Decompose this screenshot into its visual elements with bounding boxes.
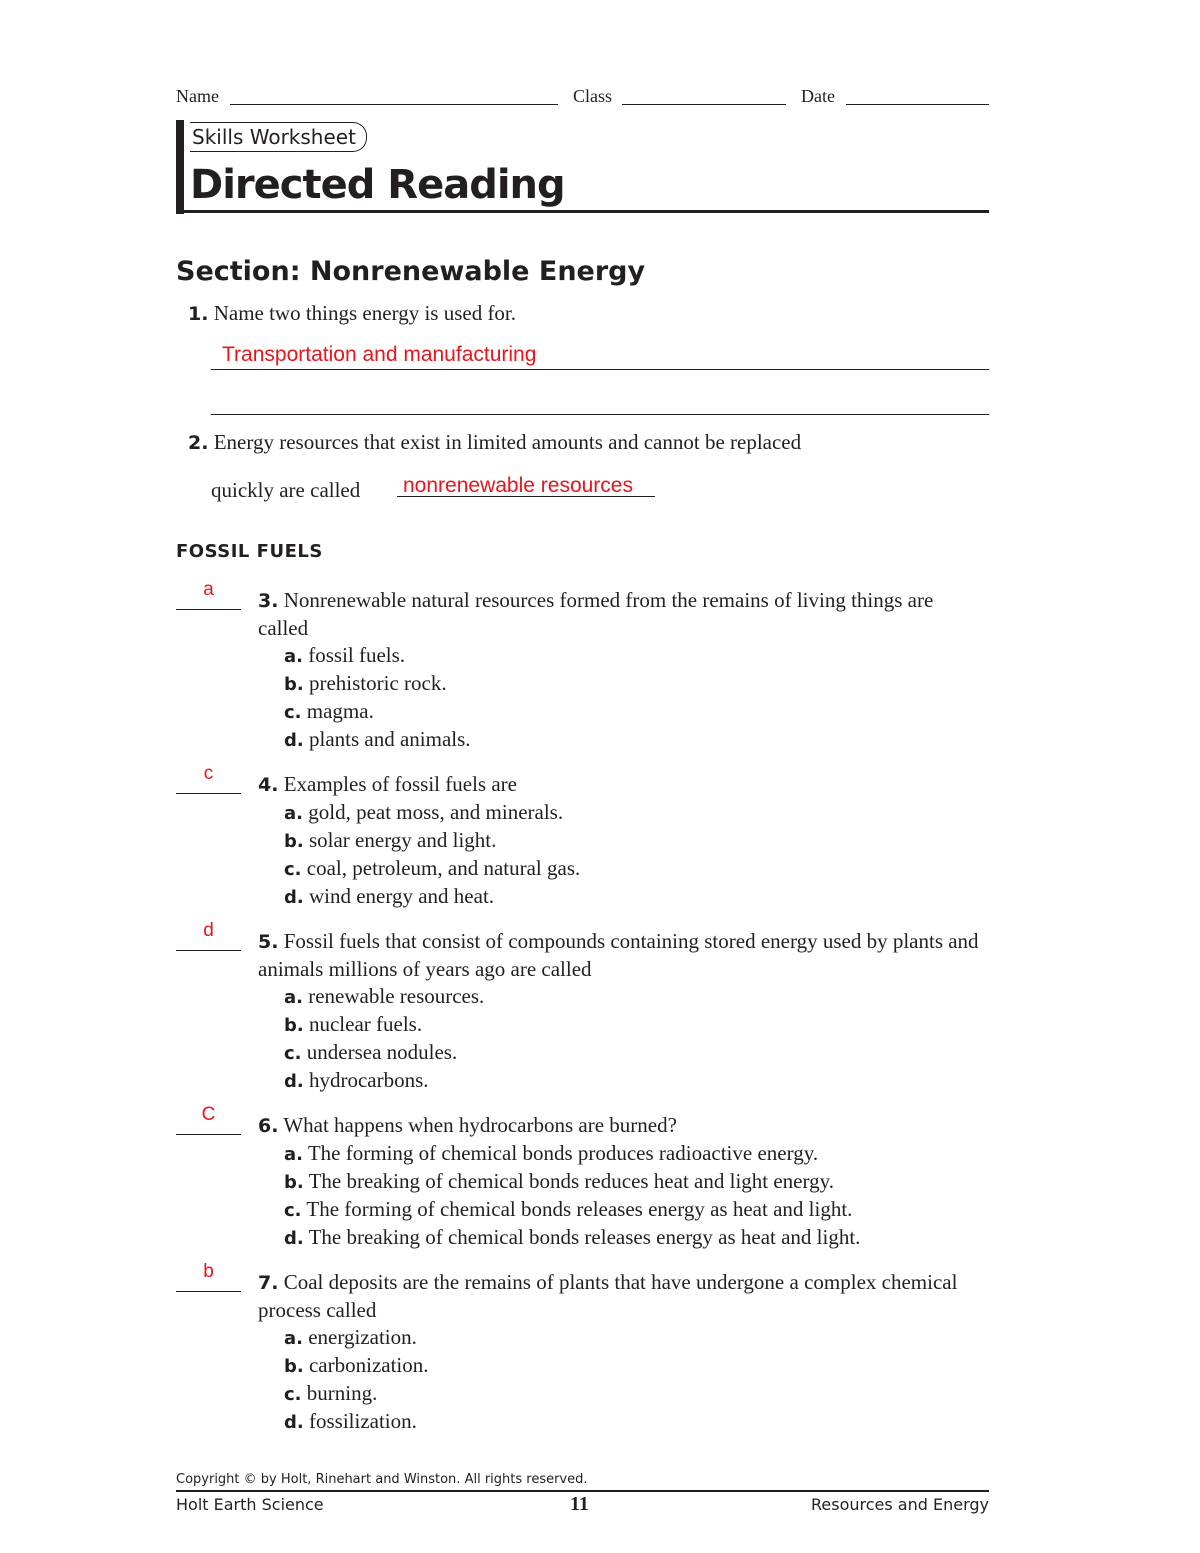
answer-blank[interactable] [176, 609, 241, 610]
option-letter: c. [284, 1384, 302, 1405]
question-stem [258, 928, 988, 1095]
answer-option [258, 855, 988, 883]
option-letter: c. [284, 1200, 302, 1221]
page-number: 11 [570, 1493, 589, 1515]
worksheet-badge: Skills Worksheet [190, 122, 367, 152]
option-letter: d. [284, 1228, 304, 1249]
handwritten-answer: d [203, 920, 214, 941]
question-stem [258, 1269, 988, 1436]
option-letter: c. [284, 859, 302, 880]
option-text: fossil fuels. [308, 643, 406, 667]
name-label: Name [176, 86, 219, 106]
question-number: 4. [258, 774, 279, 796]
option-letter: b. [284, 1356, 304, 1377]
question-stem [258, 771, 988, 911]
option-letter: a. [284, 1328, 303, 1349]
option-text: gold, peat moss, and minerals. [308, 800, 564, 824]
option-letter: d. [284, 730, 304, 751]
handwritten-answer: b [203, 1261, 214, 1282]
option-letter: b. [284, 674, 304, 695]
answer-2: nonrenewable resources [403, 474, 633, 497]
section-title: Section: Nonrenewable Energy [176, 256, 646, 287]
handwritten-answer: a [203, 579, 214, 600]
question-text: What happens when hydrocarbons are burned? [283, 1113, 677, 1137]
answer-option [258, 698, 988, 726]
title-accent-bar [176, 120, 184, 214]
subheading-fossil-fuels: FOSSIL FUELS [176, 541, 323, 562]
question-text: Examples of fossil fuels are [283, 772, 517, 796]
option-text: prehistoric rock. [308, 671, 447, 695]
question-number: 6. [258, 1115, 279, 1137]
question-1 [188, 300, 516, 328]
option-text: coal, petroleum, and natural gas. [306, 856, 581, 880]
option-letter: b. [284, 831, 304, 852]
option-letter: b. [284, 1015, 304, 1036]
answer-option [258, 1140, 988, 1168]
answer-line-1[interactable] [211, 369, 989, 370]
answer-option [258, 799, 988, 827]
question-text: Name two things energy is used for. [213, 301, 517, 325]
question-text: Energy resources that exist in limited amounts and cannot be replaced [213, 430, 802, 454]
option-text: nuclear fuels. [308, 1012, 423, 1036]
answer-option [258, 726, 988, 754]
question-number: 5. [258, 931, 279, 953]
answer-blank[interactable] [176, 1134, 241, 1135]
class-label: Class [573, 86, 613, 106]
answer-option [258, 1011, 988, 1039]
answer-option [258, 1224, 988, 1252]
question-stem [258, 587, 988, 754]
answer-option [258, 1067, 988, 1095]
answer-option [258, 883, 988, 911]
answer-option [258, 1408, 988, 1436]
option-text: The breaking of chemical bonds reduces heat and light energy. [308, 1169, 834, 1193]
answer-line-2[interactable] [211, 414, 989, 415]
question-2-continued: quickly are called [211, 478, 361, 502]
answer-option [258, 1352, 988, 1380]
footer-book-title: Holt Earth Science [176, 1495, 324, 1514]
option-letter: a. [284, 1144, 303, 1165]
footer-chapter: Resources and Energy [811, 1495, 989, 1514]
answer-option [258, 1039, 988, 1067]
question-text: Nonrenewable natural resources formed from the remains of living things are called [258, 588, 934, 640]
option-letter: c. [284, 702, 302, 723]
answer-1: Transportation and manufacturing [222, 343, 537, 366]
page-title: Directed Reading [190, 162, 565, 208]
handwritten-answer: c [203, 763, 214, 784]
option-letter: a. [284, 987, 303, 1008]
option-letter: d. [284, 1071, 304, 1092]
class-field[interactable] [622, 104, 786, 105]
question-number: 1. [188, 303, 209, 325]
option-text: The forming of chemical bonds produces radioactive energy. [307, 1141, 819, 1165]
copyright-text: Copyright © by Holt, Rinehart and Winston. All rights reserved. [176, 1472, 588, 1487]
answer-option [258, 1324, 988, 1352]
answer-option [258, 670, 988, 698]
question-number: 3. [258, 590, 279, 612]
date-label: Date [801, 86, 835, 106]
option-letter: d. [284, 887, 304, 908]
answer-blank[interactable] [176, 950, 241, 951]
option-letter: a. [284, 803, 303, 824]
name-field[interactable] [230, 104, 558, 105]
answer-option [258, 827, 988, 855]
option-text: wind energy and heat. [308, 884, 495, 908]
question-text: Coal deposits are the remains of plants that have undergone a complex chemical process called [258, 1270, 958, 1322]
footer-divider [176, 1490, 989, 1492]
question-number: 7. [258, 1272, 279, 1294]
option-text: plants and animals. [308, 727, 471, 751]
answer-option [258, 642, 988, 670]
option-text: magma. [306, 699, 374, 723]
answer-option [258, 1196, 988, 1224]
option-letter: d. [284, 1412, 304, 1433]
answer-option [258, 983, 988, 1011]
option-text: burning. [306, 1381, 378, 1405]
answer-blank[interactable] [176, 793, 241, 794]
option-text: renewable resources. [308, 984, 485, 1008]
option-text: fossilization. [308, 1409, 417, 1433]
option-letter: b. [284, 1172, 304, 1193]
option-text: The forming of chemical bonds releases energy as heat and light. [306, 1197, 853, 1221]
question-number: 2. [188, 432, 209, 454]
answer-option [258, 1380, 988, 1408]
answer-option [258, 1168, 988, 1196]
question-text: Fossil fuels that consist of compounds containing stored energy used by plants and animals millions of years ago are called [258, 929, 979, 981]
option-letter: c. [284, 1043, 302, 1064]
question-stem [258, 1112, 988, 1252]
date-field[interactable] [846, 104, 989, 105]
title-divider [176, 210, 989, 213]
option-text: The breaking of chemical bonds releases energy as heat and light. [308, 1225, 861, 1249]
handwritten-answer: C [201, 1104, 216, 1125]
answer-blank[interactable] [176, 1291, 241, 1292]
option-text: carbonization. [308, 1353, 429, 1377]
option-text: undersea nodules. [306, 1040, 458, 1064]
option-letter: a. [284, 646, 303, 667]
question-2 [188, 429, 801, 457]
option-text: solar energy and light. [308, 828, 497, 852]
option-text: hydrocarbons. [308, 1068, 429, 1092]
option-text: energization. [308, 1325, 417, 1349]
